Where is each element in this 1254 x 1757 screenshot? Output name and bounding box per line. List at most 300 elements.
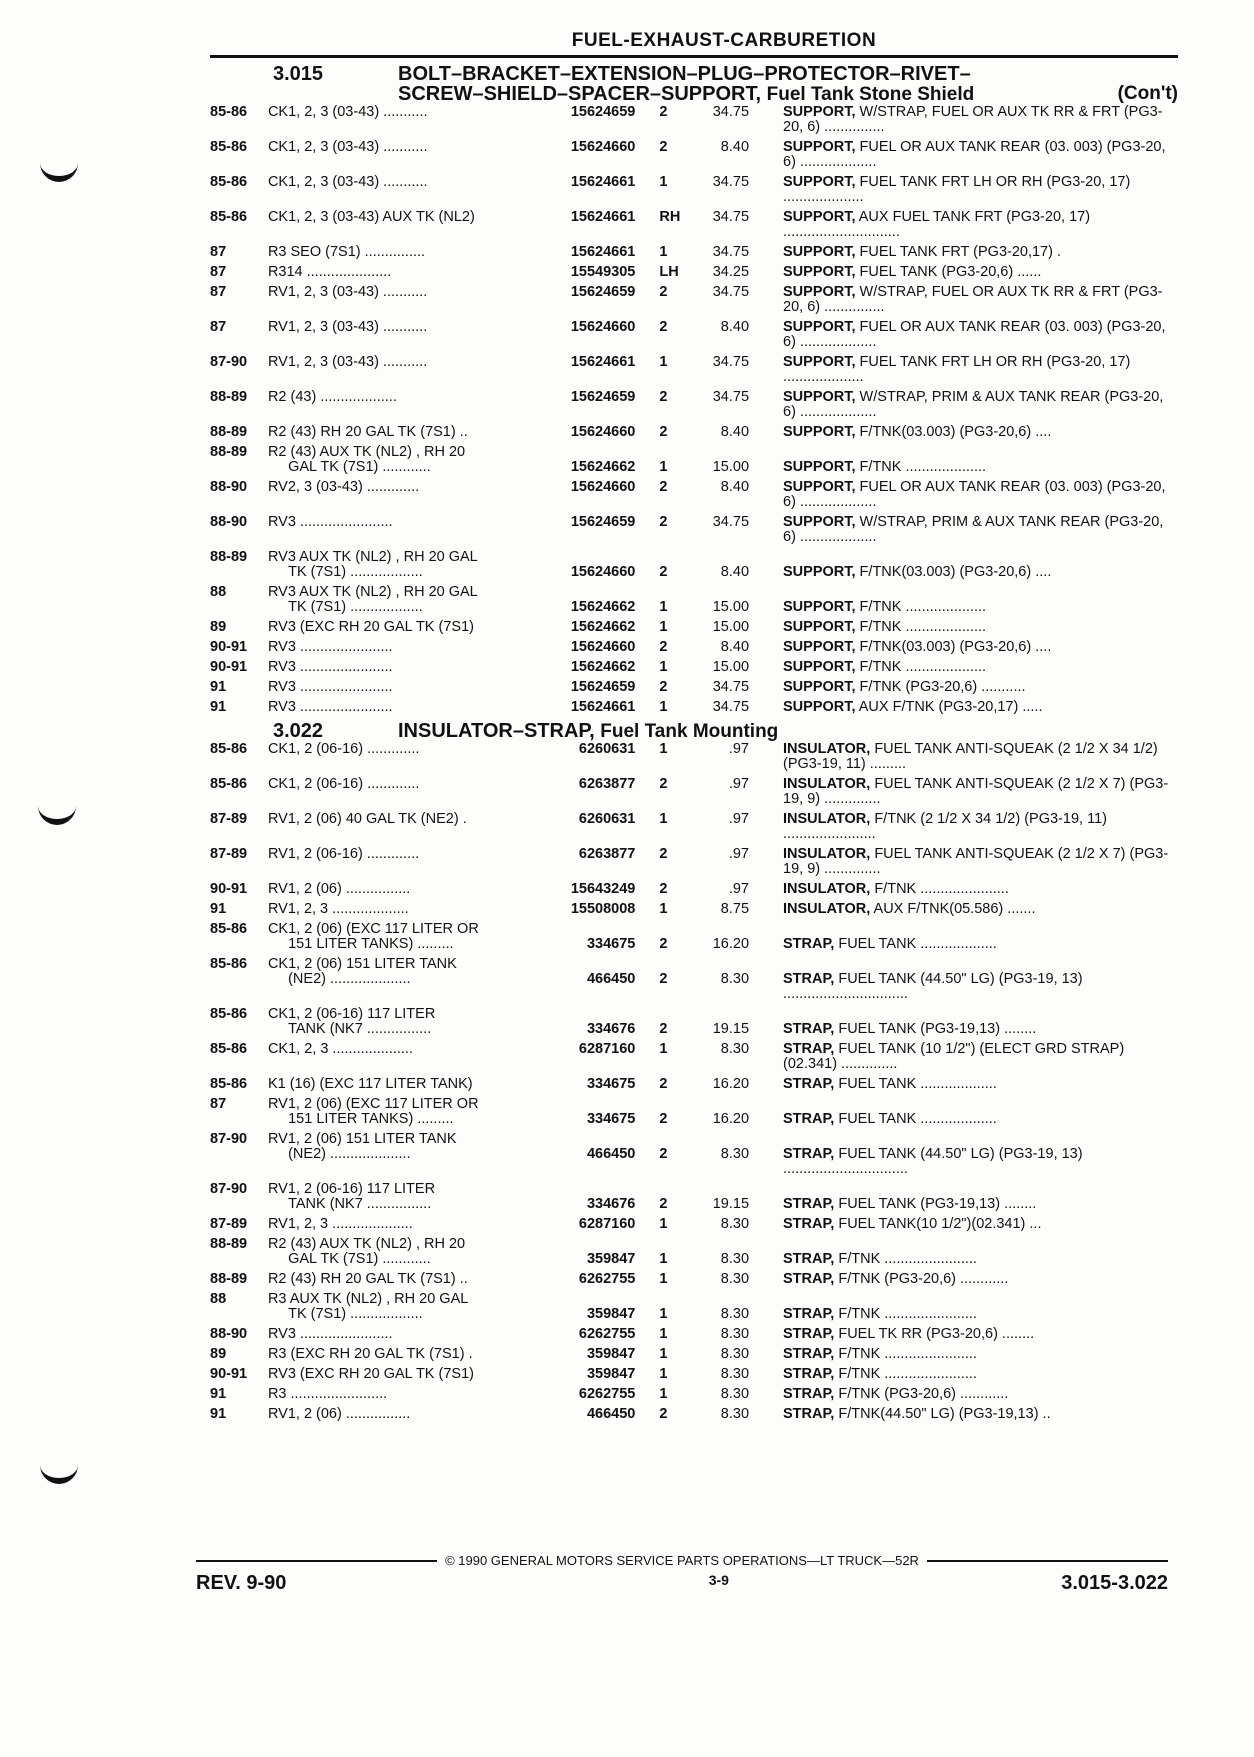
- year-cell: 88-90: [210, 1326, 248, 1342]
- year-cell: 90-91: [210, 639, 248, 655]
- year-cell: 91: [210, 1406, 227, 1422]
- quantity-cell: 2: [659, 776, 668, 792]
- quantity-cell: 1: [659, 1271, 668, 1287]
- description-cell: [783, 897, 1178, 917]
- part-number-cell: 334675: [586, 1076, 636, 1092]
- quantity-cell: 2: [659, 514, 668, 530]
- year-cell: 85-86: [210, 921, 248, 937]
- year-cell: 87: [210, 284, 227, 300]
- description-head: SUPPORT,: [783, 639, 856, 655]
- price-cell: 15.00: [712, 459, 750, 475]
- description-cell: [783, 1037, 1178, 1072]
- quantity-cell: 2: [659, 1146, 668, 1162]
- quantity-cell: 1: [659, 599, 668, 615]
- description-text: F/TNK(03.003) (PG3-20,6) ....: [855, 639, 1052, 655]
- part-number-cell: 15624660: [570, 479, 636, 495]
- description-head: STRAP,: [783, 1216, 835, 1232]
- model-cell: RV1, 2, 3 ....................: [267, 1216, 413, 1232]
- table-row: [210, 877, 1178, 897]
- year-cell: 88: [210, 1291, 227, 1307]
- description-cell: [783, 807, 1178, 842]
- part-number-cell: 15624660: [570, 424, 636, 440]
- quantity-cell: 1: [659, 1386, 668, 1402]
- description-head: SUPPORT,: [783, 389, 856, 405]
- year-cell: 85-86: [210, 209, 248, 225]
- description-head: SUPPORT,: [783, 564, 856, 580]
- year-cell: 88-89: [210, 444, 248, 460]
- binder-mark-bottom: [40, 1462, 78, 1484]
- model-cell: CK1, 2, 3 ....................: [267, 1041, 413, 1057]
- year-cell: 88-90: [210, 479, 248, 495]
- part-number-cell: 466450: [586, 971, 636, 987]
- description-text: FUEL TANK ...................: [834, 1111, 997, 1127]
- description-text: FUEL TANK ANTI-SQUEAK (2 1/2 X 7) (PG3-19, 9) ..............: [783, 776, 1169, 807]
- description-cell: [783, 280, 1178, 315]
- year-cell: 88-89: [210, 549, 248, 565]
- description-text: F/TNK ....................: [855, 459, 987, 475]
- price-cell: 34.75: [712, 174, 750, 190]
- quantity-cell: 1: [659, 354, 668, 370]
- quantity-cell: LH: [659, 264, 679, 280]
- quantity-cell: 2: [659, 971, 668, 987]
- year-cell: 87-90: [210, 354, 248, 370]
- part-number-cell: 6262755: [578, 1271, 636, 1287]
- price-cell: 8.30: [720, 1271, 750, 1287]
- model-cell: R2 (43) AUX TK (NL2) , RH 20 GAL TK (7S1) ............: [267, 1236, 466, 1267]
- description-text: FUEL TK RR (PG3-20,6) ........: [834, 1326, 1035, 1342]
- year-cell: 85-86: [210, 1006, 248, 1022]
- section-number: 3.022: [273, 720, 324, 742]
- quantity-cell: 1: [659, 811, 668, 827]
- price-cell: 34.75: [712, 284, 750, 300]
- table-row: [210, 350, 1178, 385]
- model-cell: RV1, 2, 3 ...................: [267, 901, 409, 917]
- description-text: AUX F/TNK(05.586) .......: [870, 901, 1036, 917]
- price-cell: 8.30: [720, 1146, 750, 1162]
- quantity-cell: 1: [659, 244, 668, 260]
- price-cell: 34.75: [712, 679, 750, 695]
- quantity-cell: 2: [659, 1111, 668, 1127]
- description-text: F/TNK .......................: [834, 1306, 977, 1322]
- parts-table-3-015: [210, 105, 1178, 715]
- part-number-cell: 15624660: [570, 639, 636, 655]
- table-row: [210, 205, 1178, 240]
- description-cell: [783, 1212, 1178, 1232]
- quantity-cell: 2: [659, 139, 668, 155]
- price-cell: .97: [728, 811, 750, 827]
- section-title: [398, 64, 1178, 105]
- description-head: SUPPORT,: [783, 354, 856, 370]
- model-cell: RV2, 3 (03-43) .............: [267, 479, 420, 495]
- part-number-cell: 15624661: [570, 699, 636, 715]
- description-text: F/TNK(44.50" LG) (PG3-19,13) ..: [834, 1406, 1051, 1422]
- model-cell: RV1, 2, 3 (03-43) ...........: [267, 354, 428, 370]
- part-number-cell: 6262755: [578, 1386, 636, 1402]
- model-cell: CK1, 2, 3 (03-43) ...........: [267, 174, 428, 190]
- table-row: [210, 615, 1178, 635]
- quantity-cell: 2: [659, 679, 668, 695]
- description-cell: [783, 135, 1178, 170]
- description-cell: [783, 385, 1178, 420]
- quantity-cell: 2: [659, 104, 668, 120]
- year-cell: 87-89: [210, 811, 248, 827]
- table-row: [210, 545, 1178, 580]
- description-cell: [783, 675, 1178, 695]
- description-cell: [783, 1127, 1178, 1177]
- table-row: [210, 1092, 1178, 1127]
- quantity-cell: 2: [659, 564, 668, 580]
- description-text: F/TNK ....................: [855, 659, 987, 675]
- part-number-cell: 15624661: [570, 174, 636, 190]
- description-head: INSULATOR,: [783, 881, 871, 897]
- description-cell: [783, 580, 1178, 615]
- table-row: [210, 1212, 1178, 1232]
- part-number-cell: 6287160: [578, 1041, 636, 1057]
- description-cell: [783, 1232, 1178, 1267]
- description-cell: [783, 1322, 1178, 1342]
- part-number-cell: 15624661: [570, 209, 636, 225]
- part-number-cell: 334675: [586, 936, 636, 952]
- part-number-cell: 15624659: [570, 284, 636, 300]
- table-row: [210, 440, 1178, 475]
- price-cell: 34.25: [712, 264, 750, 280]
- table-row: [210, 1322, 1178, 1342]
- model-cell: CK1, 2 (06-16) .............: [267, 776, 420, 792]
- price-cell: 16.20: [712, 1076, 750, 1092]
- year-cell: 88-90: [210, 514, 248, 530]
- model-cell: RV3 AUX TK (NL2) , RH 20 GAL TK (7S1) ..................: [267, 549, 478, 580]
- year-cell: 91: [210, 679, 227, 695]
- description-cell: [783, 917, 1178, 952]
- description-head: SUPPORT,: [783, 424, 856, 440]
- description-head: INSULATOR,: [783, 846, 871, 862]
- description-text: FUEL TANK (10 1/2") (ELECT GRD STRAP) (02.341) ..............: [783, 1041, 1129, 1072]
- part-number-cell: 334676: [586, 1196, 636, 1212]
- description-text: FUEL TANK ...................: [834, 1076, 997, 1092]
- description-head: SUPPORT,: [783, 619, 856, 635]
- year-cell: 87: [210, 319, 227, 335]
- table-row: [210, 240, 1178, 260]
- page-footer: [196, 1553, 1168, 1595]
- table-row: [210, 580, 1178, 615]
- price-cell: 8.30: [720, 1251, 750, 1267]
- quantity-cell: 1: [659, 699, 668, 715]
- part-number-cell: 334676: [586, 1021, 636, 1037]
- description-head: STRAP,: [783, 1326, 835, 1342]
- table-row: [210, 1362, 1178, 1382]
- section-heading-3-022: [210, 721, 1178, 742]
- table-row: [210, 897, 1178, 917]
- price-cell: 16.20: [712, 936, 750, 952]
- year-cell: 89: [210, 1346, 227, 1362]
- description-cell: [783, 1342, 1178, 1362]
- table-row: [210, 635, 1178, 655]
- price-cell: 15.00: [712, 619, 750, 635]
- description-head: SUPPORT,: [783, 264, 856, 280]
- price-cell: 34.75: [712, 389, 750, 405]
- description-text: FUEL OR AUX TANK REAR (03. 003) (PG3-20, 6) ...................: [783, 479, 1170, 510]
- model-cell: RV3 AUX TK (NL2) , RH 20 GAL TK (7S1) ..................: [267, 584, 478, 615]
- model-cell: CK1, 2 (06-16) 117 LITER TANK (NK7 ................: [267, 1006, 436, 1037]
- year-cell: 88-89: [210, 1236, 248, 1252]
- year-cell: 87-89: [210, 846, 248, 862]
- part-number-cell: 15624660: [570, 319, 636, 335]
- description-text: F/TNK(03.003) (PG3-20,6) ....: [855, 564, 1052, 580]
- description-text: F/TNK (PG3-20,6) ............: [834, 1386, 1009, 1402]
- table-row: [210, 280, 1178, 315]
- quantity-cell: 2: [659, 1076, 668, 1092]
- description-cell: [783, 615, 1178, 635]
- description-text: W/STRAP, FUEL OR AUX TK RR & FRT (PG3-20, 6) ...............: [783, 284, 1163, 315]
- quantity-cell: 1: [659, 1251, 668, 1267]
- description-head: SUPPORT,: [783, 104, 856, 120]
- description-head: SUPPORT,: [783, 209, 856, 225]
- description-head: SUPPORT,: [783, 659, 856, 675]
- description-text: FUEL TANK ANTI-SQUEAK (2 1/2 X 34 1/2) (PG3-19, 11) .........: [783, 741, 1162, 772]
- price-cell: 15.00: [712, 659, 750, 675]
- price-cell: 8.40: [720, 319, 750, 335]
- price-cell: 8.40: [720, 639, 750, 655]
- model-cell: R2 (43) AUX TK (NL2) , RH 20 GAL TK (7S1) ............: [267, 444, 466, 475]
- model-cell: R3 ........................: [267, 1386, 388, 1402]
- price-cell: 19.15: [712, 1021, 750, 1037]
- description-head: STRAP,: [783, 1306, 835, 1322]
- year-cell: 85-86: [210, 776, 248, 792]
- description-text: FUEL TANK (44.50" LG) (PG3-19, 13) ...............................: [783, 1146, 1087, 1177]
- description-text: FUEL TANK (PG3-19,13) ........: [834, 1196, 1037, 1212]
- quantity-cell: 1: [659, 459, 668, 475]
- year-cell: 88-89: [210, 389, 248, 405]
- model-cell: CK1, 2, 3 (03-43) ...........: [267, 139, 428, 155]
- price-cell: 34.75: [712, 514, 750, 530]
- quantity-cell: 2: [659, 389, 668, 405]
- description-text: W/STRAP, FUEL OR AUX TK RR & FRT (PG3-20, 6) ...............: [783, 104, 1163, 135]
- description-cell: [783, 772, 1178, 807]
- table-row: [210, 385, 1178, 420]
- part-number-cell: 359847: [586, 1251, 636, 1267]
- year-cell: 85-86: [210, 139, 248, 155]
- description-text: F/TNK ....................: [855, 599, 987, 615]
- table-row: [210, 772, 1178, 807]
- quantity-cell: RH: [659, 209, 681, 225]
- description-head: STRAP,: [783, 1366, 835, 1382]
- year-cell: 88-89: [210, 424, 248, 440]
- description-cell: [783, 420, 1178, 440]
- table-row: [210, 1287, 1178, 1322]
- description-cell: [783, 545, 1178, 580]
- description-cell: [783, 1287, 1178, 1322]
- description-text: FUEL TANK (44.50" LG) (PG3-19, 13) ...............................: [783, 971, 1087, 1002]
- description-cell: [783, 1382, 1178, 1402]
- price-cell: 8.30: [720, 1406, 750, 1422]
- quantity-cell: 1: [659, 1216, 668, 1232]
- description-head: INSULATOR,: [783, 776, 871, 792]
- quantity-cell: 2: [659, 1406, 668, 1422]
- price-cell: 34.75: [712, 209, 750, 225]
- model-cell: RV3 (EXC RH 20 GAL TK (7S1): [267, 1366, 474, 1382]
- year-cell: 85-86: [210, 174, 248, 190]
- model-cell: CK1, 2 (06) (EXC 117 LITER OR 151 LITER TANKS) .........: [267, 921, 479, 952]
- description-text: FUEL TANK ...................: [834, 936, 997, 952]
- description-head: STRAP,: [783, 936, 835, 952]
- model-cell: R314 .....................: [267, 264, 392, 280]
- price-cell: 8.40: [720, 139, 750, 155]
- description-cell: [783, 105, 1178, 135]
- year-cell: 88: [210, 584, 227, 600]
- catalog-page: [210, 30, 1178, 1422]
- quantity-cell: 1: [659, 659, 668, 675]
- model-cell: RV1, 2 (06-16) 117 LITER TANK (NK7 ................: [267, 1181, 436, 1212]
- section-subtitle: Fuel Tank Mounting: [600, 721, 779, 742]
- price-cell: 8.30: [720, 1041, 750, 1057]
- part-number-cell: 359847: [586, 1346, 636, 1362]
- part-number-cell: 15624659: [570, 389, 636, 405]
- price-cell: 34.75: [712, 104, 750, 120]
- continued-label: (Con't): [1117, 83, 1178, 104]
- description-head: STRAP,: [783, 1251, 835, 1267]
- part-number-cell: 15624659: [570, 104, 636, 120]
- quantity-cell: 1: [659, 1346, 668, 1362]
- year-cell: 87: [210, 244, 227, 260]
- model-cell: R2 (43) RH 20 GAL TK (7S1) ..: [267, 1271, 468, 1287]
- description-head: STRAP,: [783, 1406, 835, 1422]
- year-cell: 90-91: [210, 881, 248, 897]
- model-cell: RV3 .......................: [267, 639, 393, 655]
- year-cell: 87: [210, 264, 227, 280]
- description-cell: [783, 1267, 1178, 1287]
- year-cell: 91: [210, 1386, 227, 1402]
- model-cell: RV1, 2 (06) (EXC 117 LITER OR 151 LITER TANKS) .........: [267, 1096, 479, 1127]
- description-cell: [783, 170, 1178, 205]
- quantity-cell: 1: [659, 1306, 668, 1322]
- description-text: F/TNK .......................: [834, 1251, 977, 1267]
- price-cell: 34.75: [712, 244, 750, 260]
- part-number-cell: 6260631: [578, 811, 636, 827]
- parts-table-3-022: [210, 742, 1178, 1422]
- section-title: [398, 721, 1178, 742]
- year-cell: 91: [210, 901, 227, 917]
- year-cell: 87-90: [210, 1131, 248, 1147]
- binder-mark-middle: [38, 803, 76, 825]
- year-cell: 87-90: [210, 1181, 248, 1197]
- model-cell: RV3 (EXC RH 20 GAL TK (7S1): [267, 619, 474, 635]
- table-row: [210, 510, 1178, 545]
- part-number-cell: 15624662: [570, 459, 636, 475]
- quantity-cell: 2: [659, 936, 668, 952]
- price-cell: 8.40: [720, 564, 750, 580]
- part-number-cell: 15508008: [570, 901, 636, 917]
- year-cell: 87: [210, 1096, 227, 1112]
- description-head: STRAP,: [783, 1196, 835, 1212]
- price-cell: 8.30: [720, 1326, 750, 1342]
- model-cell: RV1, 2 (06) 40 GAL TK (NE2) .: [267, 811, 467, 827]
- description-cell: [783, 205, 1178, 240]
- quantity-cell: 1: [659, 741, 668, 757]
- price-cell: 8.40: [720, 479, 750, 495]
- price-cell: .97: [728, 776, 750, 792]
- price-cell: 15.00: [712, 599, 750, 615]
- description-text: FUEL TANK FRT LH OR RH (PG3-20, 17) ....................: [783, 174, 1135, 205]
- table-row: [210, 1382, 1178, 1402]
- price-cell: 8.40: [720, 424, 750, 440]
- part-number-cell: 6260631: [578, 741, 636, 757]
- part-number-cell: 15549305: [570, 264, 636, 280]
- description-cell: [783, 240, 1178, 260]
- description-head: STRAP,: [783, 1346, 835, 1362]
- table-row: [210, 842, 1178, 877]
- table-row: [210, 675, 1178, 695]
- part-number-cell: 6262755: [578, 1326, 636, 1342]
- year-cell: 87-89: [210, 1216, 248, 1232]
- price-cell: 8.30: [720, 1366, 750, 1382]
- binder-mark-top: [40, 160, 78, 182]
- price-cell: 8.30: [720, 1346, 750, 1362]
- description-text: FUEL TANK (PG3-19,13) ........: [834, 1021, 1037, 1037]
- description-cell: [783, 475, 1178, 510]
- part-number-cell: 15624659: [570, 679, 636, 695]
- description-head: SUPPORT,: [783, 699, 856, 715]
- price-cell: 8.30: [720, 971, 750, 987]
- part-number-cell: 15624659: [570, 514, 636, 530]
- quantity-cell: 2: [659, 284, 668, 300]
- quantity-cell: 2: [659, 319, 668, 335]
- footer-rule-right: [927, 1560, 1168, 1562]
- description-cell: [783, 315, 1178, 350]
- part-number-cell: 466450: [586, 1146, 636, 1162]
- header-rule: [210, 55, 1178, 58]
- model-cell: CK1, 2, 3 (03-43) ...........: [267, 104, 428, 120]
- year-cell: 85-86: [210, 741, 248, 757]
- section-title-line2-wrap: [398, 84, 1178, 105]
- copyright-text: © 1990 GENERAL MOTORS SERVICE PARTS OPERATIONS—LT TRUCK—52R: [445, 1553, 919, 1568]
- description-text: F/TNK (PG3-20,6) ............: [834, 1271, 1009, 1287]
- description-text: F/TNK .......................: [834, 1366, 977, 1382]
- description-cell: [783, 655, 1178, 675]
- price-cell: 19.15: [712, 1196, 750, 1212]
- description-text: F/TNK ....................: [855, 619, 987, 635]
- table-row: [210, 1177, 1178, 1212]
- description-cell: [783, 440, 1178, 475]
- description-text: AUX FUEL TANK FRT (PG3-20, 17) .............................: [783, 209, 1095, 240]
- year-cell: 89: [210, 619, 227, 635]
- section-title-main: INSULATOR–STRAP,: [398, 720, 595, 742]
- price-cell: 8.75: [720, 901, 750, 917]
- description-cell: [783, 952, 1178, 1002]
- model-cell: R3 SEO (7S1) ...............: [267, 244, 426, 260]
- description-head: STRAP,: [783, 1076, 835, 1092]
- part-number-cell: 359847: [586, 1366, 636, 1382]
- price-cell: 8.30: [720, 1306, 750, 1322]
- description-cell: [783, 1362, 1178, 1382]
- part-number-cell: 466450: [586, 1406, 636, 1422]
- table-row: [210, 1037, 1178, 1072]
- model-cell: RV3 .......................: [267, 514, 393, 530]
- description-text: F/TNK ......................: [870, 881, 1009, 897]
- part-number-cell: 15624661: [570, 244, 636, 260]
- table-row: [210, 135, 1178, 170]
- price-cell: .97: [728, 846, 750, 862]
- model-cell: RV1, 2 (06) ................: [267, 881, 411, 897]
- part-number-cell: 334675: [586, 1111, 636, 1127]
- table-row: [210, 807, 1178, 842]
- description-head: SUPPORT,: [783, 514, 856, 530]
- table-row: [210, 1267, 1178, 1287]
- description-head: INSULATOR,: [783, 811, 871, 827]
- description-cell: [783, 350, 1178, 385]
- table-row: [210, 170, 1178, 205]
- description-head: STRAP,: [783, 1146, 835, 1162]
- description-cell: [783, 1002, 1178, 1037]
